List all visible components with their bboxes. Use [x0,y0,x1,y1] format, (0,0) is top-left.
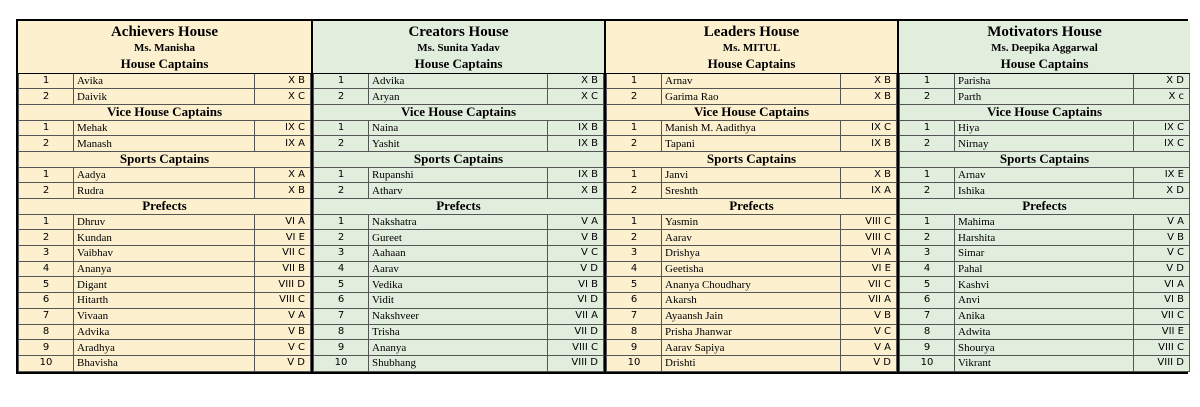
member-row [900,136,1190,152]
member-row [314,73,604,89]
member-row [19,293,311,309]
student-name: Parisha [955,73,1134,89]
class-section: VII E [1133,324,1189,340]
serial-number: 6 [607,293,662,309]
member-row [607,167,897,183]
class-section: VII A [548,308,604,324]
student-name: Avika [74,73,255,89]
member-row [19,246,311,262]
section-heading-house-captains: House Captains [19,56,311,73]
class-section: VI A [840,246,896,262]
house-name: Motivators House [900,21,1190,40]
serial-number: 9 [314,340,369,356]
serial-number: 4 [900,261,955,277]
house-column [18,21,311,372]
serial-number: 1 [607,214,662,230]
member-row [607,277,897,293]
serial-number: 8 [314,324,369,340]
class-section: IX C [254,120,310,136]
student-name: Aahaan [369,246,548,262]
serial-number: 8 [19,324,74,340]
student-name: Kundan [74,230,255,246]
class-section: VII C [254,246,310,262]
class-section: X B [840,89,896,105]
member-row [900,167,1190,183]
student-name: Geetisha [662,261,841,277]
student-name: Dhruv [74,214,255,230]
class-section: VI E [254,230,310,246]
class-section: V D [1133,261,1189,277]
serial-number: 1 [19,120,74,136]
class-section: IX C [1133,136,1189,152]
student-name: Kashvi [955,277,1134,293]
member-row [19,355,311,371]
member-row [900,183,1190,199]
member-row [900,355,1190,371]
class-section: VII B [254,261,310,277]
serial-number: 3 [314,246,369,262]
student-name: Aarav [662,230,841,246]
student-name: Drishti [662,355,841,371]
student-name: Mehak [74,120,255,136]
member-row [19,120,311,136]
student-name: Sreshth [662,183,841,199]
member-row [19,324,311,340]
serial-number: 3 [19,246,74,262]
member-row [900,89,1190,105]
class-section: VI E [840,261,896,277]
class-section: V A [254,308,310,324]
section-heading-sports-captains: Sports Captains [19,151,311,167]
student-name: Advika [369,73,548,89]
student-name: Pahal [955,261,1134,277]
member-row [314,340,604,356]
serial-number: 2 [900,230,955,246]
student-name: Ayaansh Jain [662,308,841,324]
student-name: Vidit [369,293,548,309]
student-name: Harshita [955,230,1134,246]
member-row [314,355,604,371]
member-row [19,214,311,230]
student-name: Aarav Sapiya [662,340,841,356]
section-heading-prefects: Prefects [19,199,311,215]
class-section: V D [254,355,310,371]
house-table [313,21,604,372]
class-section: V B [548,230,604,246]
serial-number: 1 [314,73,369,89]
house-table [18,21,311,372]
class-section: VII C [1133,308,1189,324]
section-heading-house-captains: House Captains [607,56,897,73]
serial-number: 10 [314,355,369,371]
house-column [311,21,604,372]
serial-number: 2 [314,183,369,199]
student-name: Garima Rao [662,89,841,105]
student-name: Manish M. Aadithya [662,120,841,136]
student-name: Naina [369,120,548,136]
member-row [19,340,311,356]
student-name: Hitarth [74,293,255,309]
member-row [607,183,897,199]
section-heading-vice-house-captains: Vice House Captains [900,104,1190,120]
student-name: Drishya [662,246,841,262]
serial-number: 2 [19,230,74,246]
member-row [900,246,1190,262]
serial-number: 2 [607,89,662,105]
member-row [607,324,897,340]
member-row [314,261,604,277]
class-section: IX A [840,183,896,199]
member-row [314,230,604,246]
house-name: Achievers House [19,21,311,40]
serial-number: 5 [314,277,369,293]
class-section: VII C [840,277,896,293]
house-column [604,21,897,372]
section-heading-sports-captains: Sports Captains [314,151,604,167]
member-row [900,308,1190,324]
class-section: V C [548,246,604,262]
student-name: Aarav [369,261,548,277]
student-name: Nakshatra [369,214,548,230]
class-section: VI A [1133,277,1189,293]
class-section: IX B [548,136,604,152]
member-row [19,277,311,293]
member-row [900,324,1190,340]
section-heading-sports-captains: Sports Captains [607,151,897,167]
student-name: Trisha [369,324,548,340]
serial-number: 3 [900,246,955,262]
serial-number: 2 [314,136,369,152]
serial-number: 1 [900,120,955,136]
serial-number: 1 [19,73,74,89]
section-heading-prefects: Prefects [314,199,604,215]
class-section: VI B [548,277,604,293]
student-name: Simar [955,246,1134,262]
student-name: Tapani [662,136,841,152]
class-section: VI B [1133,293,1189,309]
class-section: VIII C [1133,340,1189,356]
serial-number: 5 [607,277,662,293]
serial-number: 1 [19,214,74,230]
class-section: X B [840,73,896,89]
student-name: Yashit [369,136,548,152]
serial-number: 1 [900,73,955,89]
section-heading-vice-house-captains: Vice House Captains [607,104,897,120]
member-row [19,89,311,105]
student-name: Anika [955,308,1134,324]
class-section: V B [840,308,896,324]
serial-number: 2 [607,183,662,199]
class-section: V C [254,340,310,356]
member-row [314,89,604,105]
member-row [607,214,897,230]
class-section: IX B [840,136,896,152]
serial-number: 1 [314,214,369,230]
serial-number: 4 [314,261,369,277]
class-section: X c [1133,89,1189,105]
serial-number: 7 [900,308,955,324]
class-section: V A [1133,214,1189,230]
member-row [314,246,604,262]
class-section: VIII D [254,277,310,293]
serial-number: 1 [607,120,662,136]
serial-number: 2 [314,89,369,105]
serial-number: 6 [900,293,955,309]
member-row [314,183,604,199]
serial-number: 2 [19,183,74,199]
house-name: Leaders House [607,21,897,40]
class-section: X C [254,89,310,105]
student-name: Nirnay [955,136,1134,152]
serial-number: 1 [900,167,955,183]
class-section: IX E [1133,167,1189,183]
serial-number: 5 [19,277,74,293]
class-section: VIII C [840,230,896,246]
student-name: Digant [74,277,255,293]
serial-number: 10 [19,355,74,371]
student-name: Ananya [74,261,255,277]
member-row [900,277,1190,293]
class-section: V B [1133,230,1189,246]
member-row [19,261,311,277]
student-name: Shubhang [369,355,548,371]
class-section: VI D [548,293,604,309]
member-row [900,73,1190,89]
member-row [607,261,897,277]
member-row [19,73,311,89]
student-name: Vikrant [955,355,1134,371]
student-name: Arnav [662,73,841,89]
student-name: Vaibhav [74,246,255,262]
serial-number: 1 [607,167,662,183]
serial-number: 2 [19,136,74,152]
student-name: Anvi [955,293,1134,309]
student-name: Yasmin [662,214,841,230]
student-name: Nakshveer [369,308,548,324]
serial-number: 2 [900,89,955,105]
class-section: VI A [254,214,310,230]
house-table [606,21,897,372]
serial-number: 7 [19,308,74,324]
serial-number: 9 [19,340,74,356]
student-name: Ananya Choudhary [662,277,841,293]
serial-number: 2 [607,230,662,246]
class-section: IX C [1133,120,1189,136]
member-row [607,308,897,324]
serial-number: 4 [19,261,74,277]
student-name: Parth [955,89,1134,105]
class-section: VIII C [840,214,896,230]
member-row [19,136,311,152]
member-row [607,293,897,309]
serial-number: 1 [314,120,369,136]
member-row [607,340,897,356]
student-name: Aadya [74,167,255,183]
student-name: Vedika [369,277,548,293]
student-name: Rudra [74,183,255,199]
serial-number: 1 [314,167,369,183]
serial-number: 3 [607,246,662,262]
class-section: V D [840,355,896,371]
member-row [314,277,604,293]
member-row [314,308,604,324]
member-row [314,214,604,230]
student-name: Aradhya [74,340,255,356]
class-section: IX B [548,167,604,183]
class-section: V D [548,261,604,277]
student-name: Janvi [662,167,841,183]
serial-number: 2 [314,230,369,246]
section-heading-prefects: Prefects [900,199,1190,215]
class-section: VIII C [548,340,604,356]
class-section: VII D [548,324,604,340]
class-section: X B [840,167,896,183]
student-name: Manash [74,136,255,152]
house-column [897,21,1190,372]
class-section: X B [254,73,310,89]
member-row [607,230,897,246]
section-heading-vice-house-captains: Vice House Captains [19,104,311,120]
serial-number: 5 [900,277,955,293]
member-row [19,167,311,183]
student-name: Aryan [369,89,548,105]
class-section: X A [254,167,310,183]
member-row [900,230,1190,246]
member-row [314,120,604,136]
student-name: Vivaan [74,308,255,324]
serial-number: 2 [607,136,662,152]
student-name: Advika [74,324,255,340]
class-section: X B [548,73,604,89]
serial-number: 8 [900,324,955,340]
serial-number: 1 [607,73,662,89]
serial-number: 10 [900,355,955,371]
member-row [900,214,1190,230]
member-row [607,89,897,105]
serial-number: 2 [19,89,74,105]
class-section: X B [254,183,310,199]
class-section: V A [840,340,896,356]
serial-number: 1 [19,167,74,183]
class-section: V A [548,214,604,230]
class-section: V B [254,324,310,340]
student-name: Hiya [955,120,1134,136]
member-row [607,73,897,89]
class-section: IX C [840,120,896,136]
member-row [607,246,897,262]
serial-number: 10 [607,355,662,371]
member-row [900,293,1190,309]
member-row [607,355,897,371]
member-row [19,308,311,324]
class-section: X D [1133,73,1189,89]
class-section: IX A [254,136,310,152]
section-heading-house-captains: House Captains [900,56,1190,73]
student-name: Bhavisha [74,355,255,371]
student-name: Gureet [369,230,548,246]
house-name: Creators House [314,21,604,40]
class-section: V C [1133,246,1189,262]
class-section: VIII D [1133,355,1189,371]
member-row [900,261,1190,277]
member-row [314,324,604,340]
house-master: Ms. Manisha [19,40,311,56]
student-name: Ishika [955,183,1134,199]
student-name: Mahima [955,214,1134,230]
student-name: Akarsh [662,293,841,309]
student-name: Arnav [955,167,1134,183]
class-section: IX B [548,120,604,136]
student-name: Prisha Jhanwar [662,324,841,340]
house-master: Ms. MITUL [607,40,897,56]
serial-number: 4 [607,261,662,277]
member-row [19,230,311,246]
section-heading-house-captains: House Captains [314,56,604,73]
student-name: Daivik [74,89,255,105]
class-section: VII A [840,293,896,309]
student-name: Ananya [369,340,548,356]
serial-number: 7 [314,308,369,324]
class-section: V C [840,324,896,340]
class-section: VIII D [548,355,604,371]
section-heading-vice-house-captains: Vice House Captains [314,104,604,120]
serial-number: 1 [900,214,955,230]
member-row [607,120,897,136]
member-row [314,136,604,152]
member-row [607,136,897,152]
house-roster-sheet [16,19,1188,374]
student-name: Shourya [955,340,1134,356]
house-table [899,21,1190,372]
house-master: Ms. Sunita Yadav [314,40,604,56]
serial-number: 9 [607,340,662,356]
member-row [900,340,1190,356]
member-row [314,167,604,183]
section-heading-prefects: Prefects [607,199,897,215]
class-section: VIII C [254,293,310,309]
house-master: Ms. Deepika Aggarwal [900,40,1190,56]
member-row [314,293,604,309]
section-heading-sports-captains: Sports Captains [900,151,1190,167]
class-section: X C [548,89,604,105]
serial-number: 7 [607,308,662,324]
student-name: Adwita [955,324,1134,340]
class-section: X B [548,183,604,199]
member-row [900,120,1190,136]
serial-number: 2 [900,183,955,199]
student-name: Rupanshi [369,167,548,183]
serial-number: 9 [900,340,955,356]
serial-number: 6 [19,293,74,309]
student-name: Atharv [369,183,548,199]
member-row [19,183,311,199]
class-section: X D [1133,183,1189,199]
serial-number: 2 [900,136,955,152]
serial-number: 8 [607,324,662,340]
serial-number: 6 [314,293,369,309]
